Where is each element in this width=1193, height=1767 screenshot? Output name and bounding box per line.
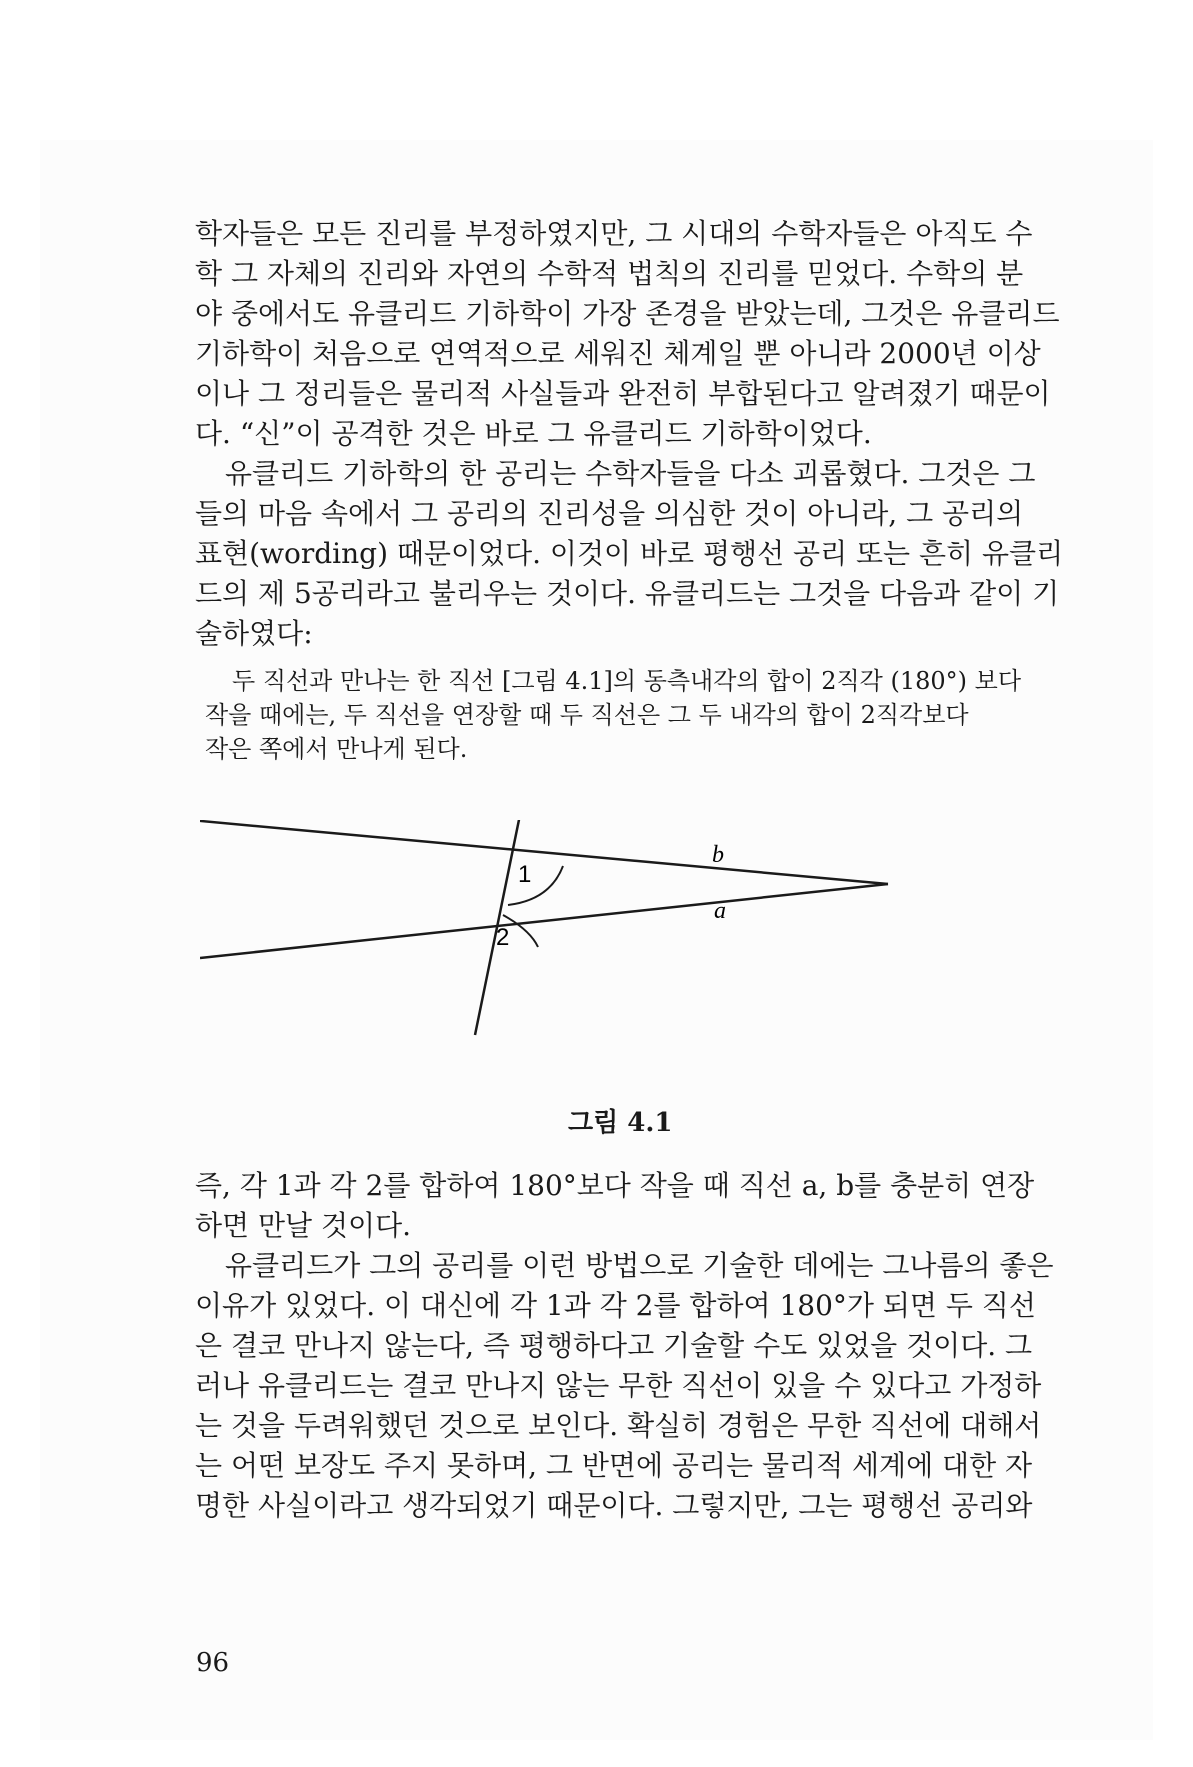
text-line: 드의 제 5공리라고 불리우는 것이다. 유클리드는 그것을 다음과 같이 기 [195,577,1060,610]
text-line: 은 결코 만나지 않는다, 즉 평행하다고 기술할 수도 있었을 것이다. 그 [195,1329,1033,1362]
text-line: 표현(wording) 때문이었다. 이것이 바로 평행선 공리 또는 흔히 유클리 [195,537,1064,570]
text-line: 하면 만날 것이다. [195,1209,412,1242]
line-a [200,884,888,958]
text-line: 들의 마음 속에서 그 공리의 진리성을 의심한 것이 아니라, 그 공리의 [195,497,1024,530]
text-line: 다. “신”이 공격한 것은 바로 그 유클리드 기하학이었다. [195,417,872,450]
angle-1-label: 1 [518,861,532,888]
line-b [200,820,888,884]
angle-1-arc [508,866,563,905]
text-line: 러나 유클리드는 결코 만나지 않는 무한 직선이 있을 수 있다고 가정하 [195,1369,1042,1402]
text-line: 이유가 있었다. 이 대신에 각 1과 각 2를 합하여 180°가 되면 두 직선 [195,1289,1036,1322]
page-number: 96 [196,1648,230,1678]
text-line: 학자들은 모든 진리를 부정하였지만, 그 시대의 수학자들은 아직도 수 [195,217,1033,250]
text-line: 즉, 각 1과 각 2를 합하여 180°보다 작을 때 직선 a, b를 충분히 연장 [195,1169,1035,1202]
text-line: 는 어떤 보장도 주지 못하며, 그 반면에 공리는 물리적 세계에 대한 자 [195,1449,1033,1482]
text-line: 명한 사실이라고 생각되었기 때문이다. 그렇지만, 그는 평행선 공리와 [195,1489,1033,1522]
figure-4-1 [200,820,1020,1080]
quote-line: 작을 때에는, 두 직선을 연장할 때 두 직선은 그 두 내각의 합이 2직각보다 [205,701,969,729]
text-line: 야 중에서도 유클리드 기하학이 가장 존경을 받았는데, 그것은 유클리드 [195,297,1060,330]
quote-line: 두 직선과 만나는 한 직선 [그림 4.1]의 동측내각의 합이 2직각 (180°) 보다 [232,667,1022,695]
angle-2-label: 2 [496,924,510,951]
quote-line: 작은 쪽에서 만나게 된다. [205,735,468,763]
text-line: 이나 그 정리들은 물리적 사실들과 완전히 부합된다고 알려졌기 때문이 [195,377,1051,410]
text-line: 기하학이 처음으로 연역적으로 세워진 체계일 뿐 아니라 2000년 이상 [195,337,1041,370]
line-a-label: a [714,898,726,924]
text-line: 술하였다: [195,617,313,650]
figure-caption: 그림 4.1 [568,1108,673,1138]
text-line: 유클리드 기하학의 한 공리는 수학자들을 다소 괴롭혔다. 그것은 그 [225,457,1036,490]
text-line: 는 것을 두려워했던 것으로 보인다. 확실히 경험은 무한 직선에 대해서 [195,1409,1042,1442]
line-b-label: b [712,842,724,868]
text-line: 유클리드가 그의 공리를 이런 방법으로 기술한 데에는 그나름의 좋은 [225,1249,1054,1282]
text-line: 학 그 자체의 진리와 자연의 수학적 법칙의 진리를 믿었다. 수학의 분 [195,257,1024,290]
